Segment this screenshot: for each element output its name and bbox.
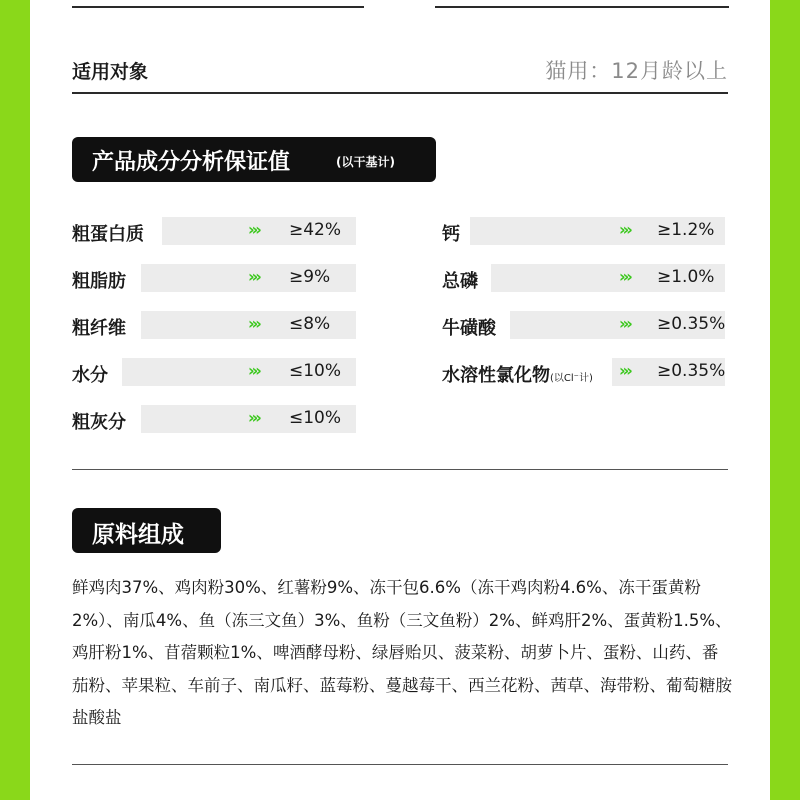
chevron-right-icon: ››› — [619, 220, 630, 239]
nutrient-label: 粗灰分 — [72, 412, 126, 433]
top-divider-left — [72, 6, 364, 8]
analysis-divider — [72, 469, 728, 470]
nutrient-value: ≥9% — [289, 267, 331, 287]
chevron-right-icon: ››› — [248, 267, 259, 286]
ingredients-section-header — [72, 508, 221, 553]
nutrient-value: ≥42% — [289, 220, 342, 240]
content-panel — [30, 0, 770, 800]
target-divider — [72, 92, 728, 94]
nutrient-label-text: 水溶性氯化物 — [442, 365, 550, 386]
nutrient-label: 粗纤维 — [72, 318, 126, 339]
nutrient-label: 粗脂肪 — [72, 271, 126, 292]
chevron-right-icon: ››› — [248, 361, 259, 380]
nutrient-label: 粗蛋白质 — [72, 224, 144, 245]
chevron-right-icon: ››› — [248, 314, 259, 333]
analysis-title: 产品成分分析保证值 — [92, 150, 291, 175]
nutrient-value: ≤10% — [289, 408, 342, 428]
chevron-right-icon: ››› — [619, 361, 630, 380]
analysis-note: (以干基计) — [336, 155, 395, 169]
nutrient-label: 水分 — [72, 365, 108, 386]
chevron-right-icon: ››› — [619, 267, 630, 286]
nutrient-value: ≥1.0% — [657, 267, 715, 287]
nutrient-label — [442, 361, 593, 387]
chevron-right-icon: ››› — [248, 220, 259, 239]
top-divider-right — [435, 6, 729, 8]
chevron-right-icon: ››› — [248, 408, 259, 427]
ingredients-title: 原料组成 — [92, 522, 184, 548]
nutrient-label: 牛磺酸 — [442, 318, 496, 339]
target-label: 适用对象 — [72, 61, 149, 83]
analysis-section-header — [72, 137, 436, 182]
nutrient-label: 钙 — [442, 224, 460, 245]
nutrient-label-sub: (以Cl⁻计) — [550, 373, 593, 384]
nutrient-value: ≥0.35% — [657, 361, 726, 381]
nutrient-value: ≤10% — [289, 361, 342, 381]
ingredients-text: 鲜鸡肉37%、鸡肉粉30%、红薯粉9%、冻干包6.6%（冻干鸡肉粉4.6%、冻干蛋黄粉2%）、南瓜4%、鱼（冻三文鱼）3%、鱼粉（三文鱼粉）2%、鲜鸡肝2%、蛋黄粉1.5%、鸡肝粉1%、苜蓿颗粒1%、啤酒酵母粉、绿唇贻贝、菠菜粉、胡萝卜片、蛋粉、山药、番茄粉、苹果粒、车前子、南瓜籽、蓝莓粉、蔓越莓干、西兰花粉、茜草、海带粉、葡萄糖胺盐酸盐 — [72, 578, 732, 727]
nutrient-label: 总磷 — [442, 271, 478, 292]
target-value: 猫用：12月龄以上 — [545, 59, 728, 83]
chevron-right-icon: ››› — [619, 314, 630, 333]
bottom-divider — [72, 764, 728, 765]
nutrient-value: ≥0.35% — [657, 314, 726, 334]
nutrient-value: ≥1.2% — [657, 220, 715, 240]
nutrient-value: ≤8% — [289, 314, 331, 334]
